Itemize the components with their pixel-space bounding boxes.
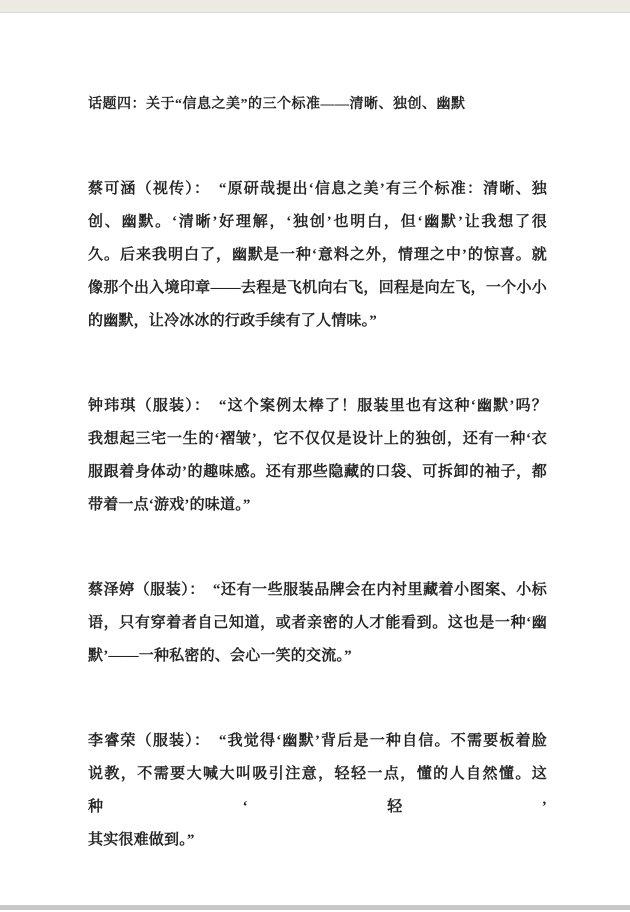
text-line: 说教，不需要大喊大叫吸引注意，轻轻一点，懂的人自然懂。这种‘轻’ — [88, 766, 547, 815]
text-line: 像那个出入境印章——去程是飞机向右飞，回程是向左飞，一个小小 — [88, 280, 547, 296]
horizontal-scrollbar[interactable] — [0, 905, 630, 910]
paragraph-zhongweiqi — [88, 390, 547, 522]
text-line: 服跟着身体动’的趣味感。还有那些隐藏的口袋、可拆卸的袖子，都 — [88, 464, 547, 480]
text-line: 的幽默，让冷冰冰的行政手续有了人情味。” — [88, 313, 378, 329]
paragraph-caikehan — [88, 173, 547, 338]
top-margin-strip — [0, 0, 630, 13]
text-line: 我想起三宅一生的‘褶皱’，它不仅仅是设计上的独创，还有一种‘衣 — [88, 431, 547, 447]
text-line: 带着一点‘游戏’的味道。” — [88, 497, 251, 513]
text-line: 久。后来我明白了，幽默是一种‘意料之外，情理之中’的惊喜。就 — [88, 247, 547, 263]
text-line: 蔡泽婷（服装）： “还有一些服装品牌会在内衬里藏着小图案、小标 — [88, 582, 547, 598]
paragraph-caizeting — [88, 574, 547, 673]
text-line: 李睿荣（服装）： “我觉得‘幽默’背后是一种自信。不需要板着脸 — [88, 733, 547, 749]
text-line: 其实很难做到。” — [88, 832, 195, 848]
text-line: 语，只有穿着者自己知道，或者亲密的人才能看到。这也是一种‘幽 — [88, 615, 547, 631]
text-line: 默’——一种私密的、会心一笑的交流。” — [88, 648, 352, 664]
text-line: 创、幽默。‘清晰’好理解，‘独创’也明白，但‘幽默’让我想了很 — [88, 214, 547, 230]
text-line: 钟玮琪（服装）： “这个案例太棒了！服装里也有这种‘幽默’吗？ — [88, 398, 547, 414]
text-line: 蔡可涵（视传）： “原研哉提出‘信息之美’有三个标准：清晰、独 — [88, 181, 547, 197]
paragraph-liruirong — [88, 725, 547, 857]
document-title: 话题四：关于“信息之美”的三个标准——清晰、独创、幽默 — [88, 97, 466, 112]
document-page[interactable] — [88, 13, 547, 909]
